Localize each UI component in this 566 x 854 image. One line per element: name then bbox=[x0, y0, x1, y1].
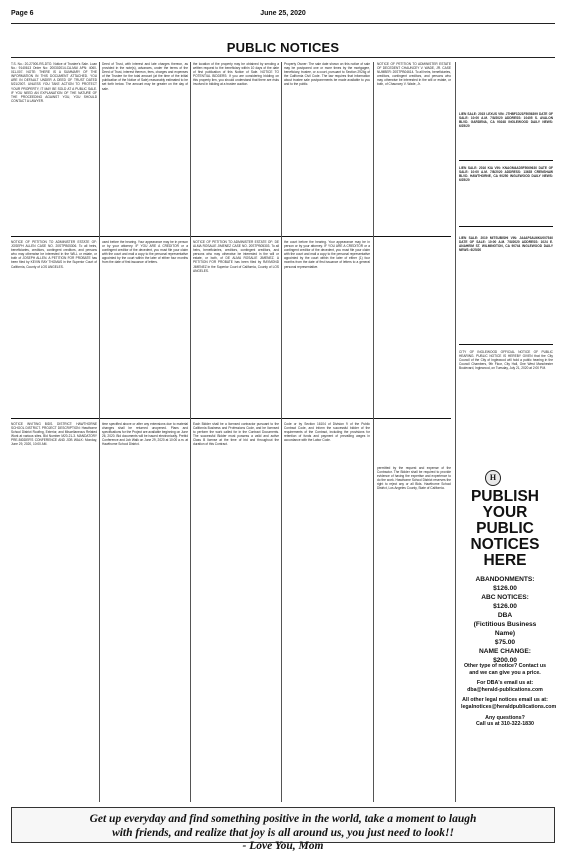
lien-sale-text: LIEN SALE: 2015 LEXUS VIN: JTHBF1D21F5056399 DATE OF SALE: 10:00 A.M. 7/8/2020 ADDRESS: 10405 S. AVALON BLVD. GARDENA, CA 90248 INGLEWOOD DAILY NEWS: 6/25/20 bbox=[459, 112, 553, 129]
city-notice bbox=[459, 350, 553, 454]
title-rule bbox=[11, 57, 555, 58]
lien-sale-text: LIEN SALE: 2016 KIA VIN: KNAGM4AD5F5069630 DATE OF SALE: 10:00 A.M. 7/8/2020 ADDRESS: 13635 CRENSHAW BLVD. HAWTHORNE, CA 90250 INGLEWOOD DAILY NEWS: 6/25/20 bbox=[459, 166, 553, 183]
bid-notice-col-3 bbox=[193, 422, 279, 802]
page-number: Page 6 bbox=[11, 10, 34, 17]
notice-column-3 bbox=[193, 62, 279, 232]
ad-rates: ABANDONMENTS: $126.00 ABC NOTICES: $126.00 DBA (Fictitious Business Name) $75.00 NAME CHANGE: $200.00 bbox=[473, 576, 537, 664]
column-rule bbox=[99, 62, 100, 802]
bid-notice-col-4 bbox=[284, 422, 370, 802]
notice-text: NOTICE OF PETITION TO ADMINISTER ESTATE OF: JOSEPH ALLEN CASE NO. 20STPB05306. To all heirs, beneficiaries, creditors, contingent creditors, and persons who may otherwise be interested in the WILL or estate, or both of JOSEPH ALLEN. A PETITION FOR PROBATE has been filed by KEVIN RAY THOMAS in the Superior Court of California, County of LOS ANGELES. bbox=[11, 240, 97, 269]
bid-notice-col-1 bbox=[11, 422, 97, 802]
notice-text: T.S. No.: 20-27000-RS-DTO. Notice of Trustee's Sale. Loan No.: 9140613 Order No: 200302014-CA-MAI APN: 4060-011-007. NOTE: THERE IS A SUMMARY OF THE INFORMATION IN THIS DOCUMENT ATTACHED. YOU ARE IN DEFAULT UNDER A DEED OF TRUST DATED 5/21/2007. UNLESS YOU TAKE ACTION TO PROTECT YOUR PROPERTY, IT MAY BE SOLD AT A PUBLIC SALE. IF YOU NEED AN EXPLANATION OF THE NATURE OF THE PROCEEDING AGAINST YOU, YOU SHOULD CONTACT A LAWYER. bbox=[11, 62, 97, 103]
notice-text: the location of the property may be obtained by sending a written request to the beneficiary within 10 days of the date of first publication of this Notice of Sale. NOTICE TO POTENTIAL BIDDERS: If you are considering bidding on this property lien, you should understand that there are risks involved in bidding at a trustee auction. bbox=[193, 62, 279, 87]
notice-text: NOTICE OF PETITION TO ADMINISTER ESTATE OF: DE ALMA ROSALIE JIMENEZ CASE NO. 20STPB05303. To all heirs, beneficiaries, creditors, contingent creditors, and persons who may otherwise be interested in the will or estate, or both, of DE ALMA ROSALIE JIMENEZ. A PETITION FOR PROBATE has been filed by RAYMOND JIMENEZ in the Superior Court of California, County of LOS ANGELES. bbox=[193, 240, 279, 273]
page-header bbox=[11, 8, 555, 20]
section-divider bbox=[11, 236, 451, 237]
city-notice-text: CITY OF INGLEWOOD OFFICIAL NOTICE OF PUBLIC HEARING. PUBLIC NOTICE IS HEREBY GIVEN that the City Council of the City of Inglewood will hold a public hearing in the Council Chambers, 9th Floor, City Hall, One West Manchester Boulevard, Inglewood, on Tuesday, July 21, 2020 at 2:00 P.M. bbox=[459, 350, 553, 371]
notice-column-4 bbox=[284, 62, 370, 232]
ad-headline: PUBLISH YOUR PUBLIC NOTICES HERE bbox=[470, 488, 540, 569]
quote-signature: - Love You, Mom bbox=[242, 840, 324, 852]
notice-text: Code or by Section 16104 of Division 9 of the Public Contract Code, and inform the successful bidder of the requirements of the Contract, including the provisions for retention of funds and payment of prevailing wages in accordance with the Labor Code. bbox=[284, 422, 370, 443]
notice-column-5 bbox=[377, 62, 451, 462]
notice-divider bbox=[459, 160, 553, 161]
banner-quote bbox=[88, 813, 478, 854]
column-rule bbox=[455, 62, 456, 802]
notice-text: time specified above or after any extensions due to material changes shall be returned unopened. Plans and specifications for the Project are available beginning on June 26, 2020. Bid documents will be issued electronically. Prebid Conference and Job Walk on June 29, 2020 at 10:00 a.m. at Hawthorne School District. bbox=[102, 422, 188, 447]
probate-notice-1-cont bbox=[102, 240, 188, 410]
issue-date: June 25, 2020 bbox=[260, 10, 306, 17]
notice-divider bbox=[459, 344, 553, 345]
bid-notice-col-2 bbox=[102, 422, 188, 802]
column-rule bbox=[373, 62, 374, 802]
probate-notice-1 bbox=[11, 240, 97, 410]
notice-column-1 bbox=[11, 62, 97, 232]
probate-notice-2 bbox=[193, 240, 279, 410]
notice-column-2 bbox=[102, 62, 188, 232]
column-rule bbox=[281, 62, 282, 802]
lien-sale-text: LIEN SALE: 2019 MITSUBISHI VIN: JA4AP3AU6KU007540 DATE OF SALE: 10:00 A.M. 7/8/2020 ADDRESS: 1024 E. ANAHEIM ST. WILMINGTON, CA 90744 INGLEWOOD DAILY NEWS: 6/25/20 bbox=[459, 236, 553, 253]
lien-sale-2 bbox=[459, 166, 553, 210]
notice-text: NOTICE OF PETITION TO ADMINISTER ESTATE OF DECEDENT CHAUNCEY V. WADE, JR. CASE NUMBER: 20STPB04614. To all heirs, beneficiaries, creditors, contingent creditors, and persons who may otherwise be interested in the will or estate, or both, of Chauncey V. Wade, Jr. bbox=[377, 62, 451, 87]
column-rule bbox=[190, 62, 191, 802]
quote-text: Get up everyday and find something positive in the world, take a moment to laugh with friends, and realize that joy is all around us, you just need to look!! bbox=[89, 813, 477, 839]
notice-text: the court before the hearing. Your appearance may be in person or by your attorney. IF YOU ARE A CREDITOR or a contingent creditor of the decedent, you must file your claim with the court and mail a copy to the personal representative appointed by the court within the later of either (1) four months from the date of first issuance of letters to a general personal representative. bbox=[284, 240, 370, 269]
lien-sale-1 bbox=[459, 112, 553, 156]
notice-text: NOTICE INVITING BIDS. DISTRICT: HAWTHORNE SCHOOL DISTRICT. PROJECT DESCRIPTION: Hawthorne School District Roofing, Exterior, and Miscellaneous Related Work at various sites. Bid Number M20-21-3. MANDATORY PRE-BIDDER'S CONFERENCE AND JOB WALK: Monday, June 29, 2020, 10:00 AM. bbox=[11, 422, 97, 447]
publish-notices-ad bbox=[457, 465, 557, 825]
dba-email-link[interactable]: dba@herald-publications.com bbox=[467, 686, 543, 693]
bid-notice-col-5 bbox=[377, 466, 451, 802]
notice-text: used before the hearing. Your appearance may be in person or by your attorney. IF YOU ARE A CREDITOR or a contingent creditor of the decedent, you must file your claim with the court and mail a copy to the personal representative appointed by the court within the later of either four months from the date of first issuance of letters. bbox=[102, 240, 188, 265]
lien-sale-3 bbox=[459, 236, 553, 280]
notice-divider bbox=[459, 226, 553, 227]
notice-text: Deed of Trust, with interest and late charges thereon, as provided in the note(s), advances, under the terms of the Deed of Trust, interest thereon, fees, charges and expenses of the Trustee for the total amount (at the time of the initial publication of the Notice of Sale) reasonably estimated to be set forth below. The amount may be greater on the day of sale. bbox=[102, 62, 188, 91]
notice-text: permitted by the request and expense of the Contractor. The Bidder shall be required to provide evidence of having the expertise and experience to do the work. Hawthorne School District reserves the right to reject any or all Bids. Hawthorne School District, Los Angeles County, State of California. bbox=[377, 466, 451, 491]
ad-contact: Other type of notice? Contact us and we can give you a price. For DBA's email us at: dba@herald-publications.com All other legal notices email us at: legalnotices@heraldpublications.com Any questions? Call us at 310-322-1830 bbox=[461, 663, 557, 728]
notice-text: Property Owner: The sale date shown on this notice of sale may be postponed one or more times by the mortgagee, beneficiary, trustee, or a court, pursuant to Section 2924g of the California Civil Code. The law requires that information about trustee sale postponements be made available to you and to the public. bbox=[284, 62, 370, 87]
legal-notices-email-link[interactable]: legalnotices@heraldpublications.com bbox=[461, 703, 557, 710]
header-rule bbox=[11, 23, 555, 24]
section-title: PUBLIC NOTICES bbox=[226, 40, 340, 55]
section-divider bbox=[11, 418, 451, 419]
notice-text: Each Bidder shall be a licensed contractor pursuant to the California Business and Professions Code, and be licensed to perform the work called for in the Contract Documents. The successful Bidder must possess a valid and active Class B license at the time of bid and throughout the duration of this Contract. bbox=[193, 422, 279, 447]
herald-logo-icon: H bbox=[485, 470, 501, 486]
probate-notice-2-cont bbox=[284, 240, 370, 410]
